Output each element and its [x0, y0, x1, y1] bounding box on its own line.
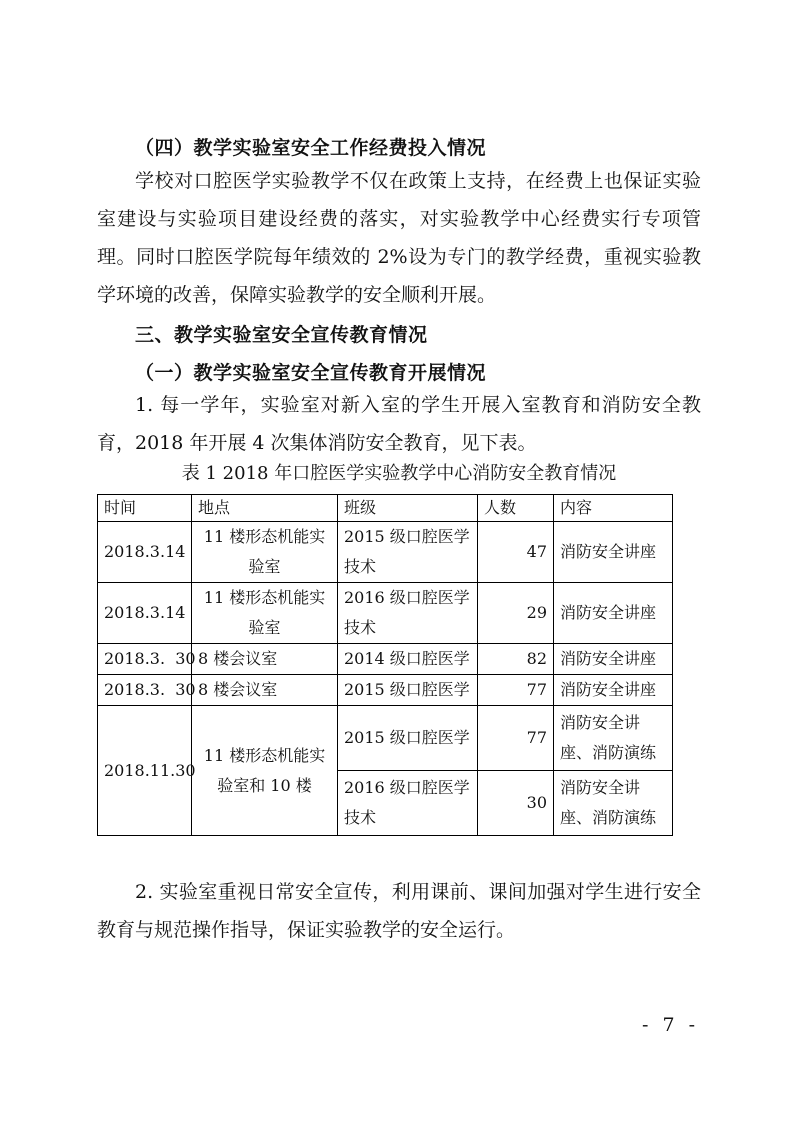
cell-place: 11 楼形态机能实验室和 10 楼 — [192, 706, 338, 836]
cell-count: 82 — [478, 644, 554, 675]
cell-count: 30 — [478, 771, 554, 836]
cell-class: 2015 级口腔医学技术 — [338, 522, 478, 583]
cell-content: 消防安全讲座 — [554, 644, 673, 675]
cell-count: 47 — [478, 522, 554, 583]
table-header-row — [98, 495, 673, 522]
fire-safety-education-table — [97, 494, 673, 836]
cell-time: 2018.3.14 — [98, 583, 192, 644]
cell-class: 2016 级口腔医学技术 — [338, 583, 478, 644]
paragraph-funding: 学校对口腔医学实验教学不仅在政策上支持，在经费上也保证实验室建设与实验项目建设经费的落实，对实验教学中心经费实行专项管理。同时口腔医学院每年绩效的 2%设为专门的教学经费，重视实验教学环境的改善，保障实验教学的安全顺利开展。 — [97, 170, 701, 306]
cell-time: 2018.11.30 — [98, 706, 192, 836]
cell-content: 消防安全讲座 — [554, 522, 673, 583]
cell-class: 2014 级口腔医学 — [338, 644, 478, 675]
table-row — [98, 522, 673, 583]
cell-class: 2016 级口腔医学技术 — [338, 771, 478, 836]
cell-place: 8 楼会议室 — [192, 644, 338, 675]
section-heading-publicity: 三、教学实验室安全宣传教育情况 — [135, 324, 428, 346]
table-caption: 表 1 2018 年口腔医学实验教学中心消防安全教育情况 — [181, 463, 617, 484]
cell-place: 11 楼形态机能实验室 — [192, 583, 338, 644]
table-row — [98, 675, 673, 706]
cell-count: 29 — [478, 583, 554, 644]
section-heading-funding: （四）教学实验室安全工作经费投入情况 — [135, 137, 487, 159]
table-row — [98, 644, 673, 675]
header-class: 班级 — [338, 495, 478, 522]
table-row — [98, 706, 673, 771]
cell-content: 消防安全讲座 — [554, 583, 673, 644]
cell-content: 消防安全讲座、消防演练 — [554, 771, 673, 836]
cell-class: 2015 级口腔医学 — [338, 675, 478, 706]
cell-count: 77 — [478, 675, 554, 706]
cell-content: 消防安全讲座、消防演练 — [554, 706, 673, 771]
header-place: 地点 — [192, 495, 338, 522]
table-row — [98, 583, 673, 644]
subsection-heading-education: （一）教学实验室安全宣传教育开展情况 — [135, 362, 487, 384]
cell-count: 77 — [478, 706, 554, 771]
paragraph-item-2: 2. 实验室重视日常安全宣传，利用课前、课间加强对学生进行安全教育与规范操作指导，保证实验教学的安全运行。 — [97, 881, 701, 941]
cell-place: 8 楼会议室 — [192, 675, 338, 706]
page-number: - 7 - — [641, 1014, 699, 1036]
cell-class: 2015 级口腔医学 — [338, 706, 478, 771]
paragraph-item-1: 1. 每一学年，实验室对新入室的学生开展入室教育和消防安全教育，2018 年开展 4 次集体消防安全教育，见下表。 — [97, 394, 701, 454]
cell-content: 消防安全讲座 — [554, 675, 673, 706]
cell-time: 2018.3.14 — [98, 522, 192, 583]
header-count: 人数 — [478, 495, 554, 522]
header-content: 内容 — [554, 495, 673, 522]
header-time: 时间 — [98, 495, 192, 522]
cell-time: 2018.3. 30 — [98, 675, 192, 706]
cell-place: 11 楼形态机能实验室 — [192, 522, 338, 583]
cell-time: 2018.3. 30 — [98, 644, 192, 675]
